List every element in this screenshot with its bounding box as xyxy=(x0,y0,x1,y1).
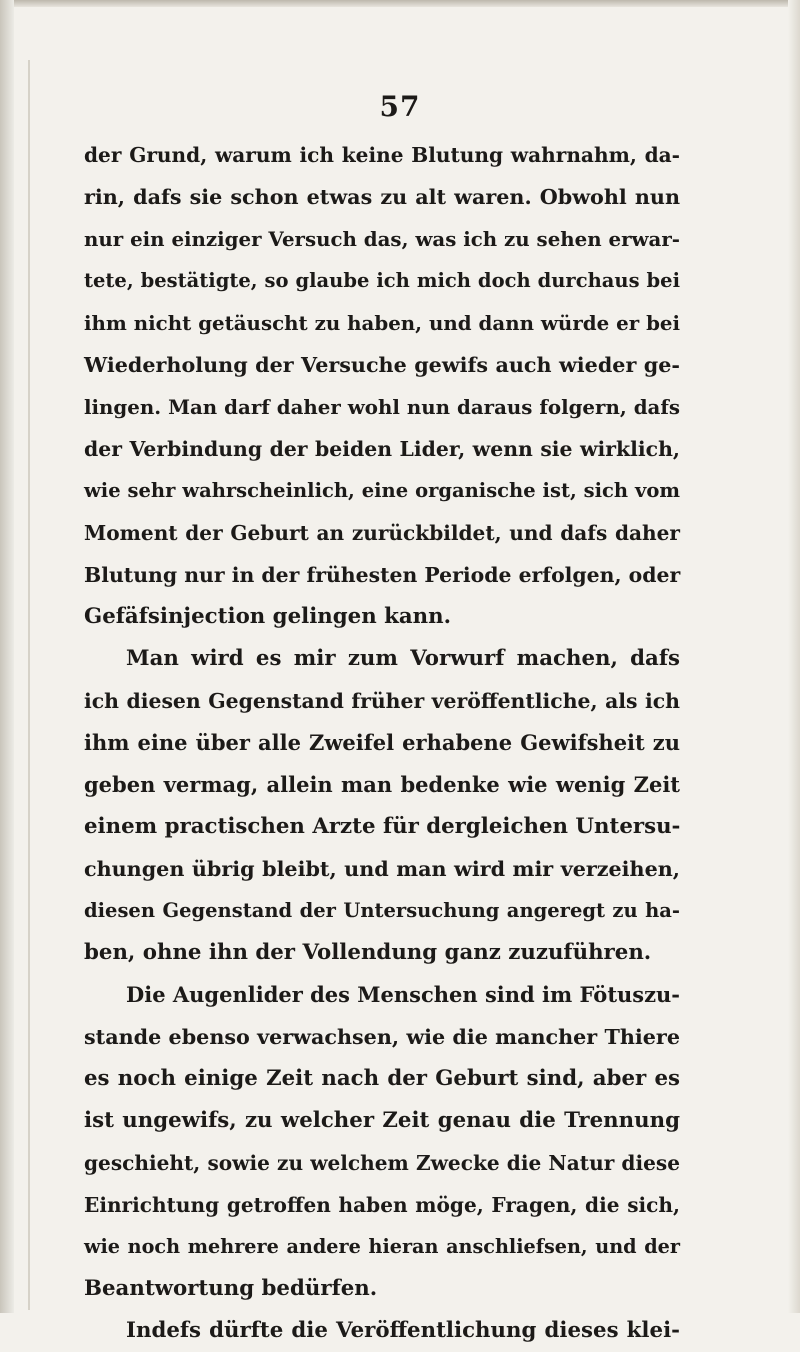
text-line: tete, bestätigte, so glaube ich mich doch durchaus bei xyxy=(84,269,680,292)
text-line: Moment der Geburt an zurückbildet, und dafs daher xyxy=(84,521,680,545)
text-line: lingen. Man darf daher wohl nun daraus folgern, dafs xyxy=(84,395,680,419)
text-line: Wiederholung der Versuche gewifs auch wieder ge- xyxy=(84,353,680,377)
text-line: nur ein einziger Versuch das, was ich zu sehen erwar- xyxy=(84,227,680,251)
text-line: ihm nicht getäuscht zu haben, und dann würde er bei xyxy=(84,311,680,335)
text-line: rin, dafs sie schon etwas zu alt waren. Obwohl nun xyxy=(84,185,680,209)
body-text xyxy=(84,134,680,1352)
text-line: ben, ohne ihn der Vollendung ganz zuzuführen. xyxy=(84,940,652,965)
text-line: Die Augenlider des Menschen sind im Fötuszu- xyxy=(126,982,681,1007)
text-line: einem practischen Arzte für dergleichen Untersu- xyxy=(84,814,681,839)
text-line: ist ungewifs, zu welcher Zeit genau die Trennung xyxy=(84,1108,680,1133)
text-line: ihm eine über alle Zweifel erhabene Gewifsheit zu xyxy=(84,730,680,755)
text-line: Indefs dürfte die Veröffentlichung dieses klei- xyxy=(126,1318,680,1343)
text-line: geschieht, sowie zu welchem Zwecke die Natur diese xyxy=(84,1151,680,1175)
text-line: ich diesen Gegenstand früher veröffentliche, als ich xyxy=(84,689,680,713)
binding-line xyxy=(28,60,30,1310)
text-line: stande ebenso verwachsen, wie die mancher Thiere xyxy=(84,1025,680,1049)
text-line: Gefäfsinjection gelingen kann. xyxy=(84,604,452,629)
page-number: 57 xyxy=(379,90,421,123)
text-line: wie noch mehrere andere hieran anschliefsen, und der xyxy=(84,1235,680,1258)
text-line: chungen übrig bleibt, und man wird mir verzeihen, xyxy=(84,857,680,881)
text-line: geben vermag, allein man bedenke wie wenig Zeit xyxy=(84,772,680,797)
text-line: es noch einige Zeit nach der Geburt sind, aber es xyxy=(84,1066,680,1091)
text-line: der Grund, warum ich keine Blutung wahrnahm, da- xyxy=(84,143,680,167)
text-line: Beantwortung bedürfen. xyxy=(84,1276,378,1301)
text-line: der Verbindung der beiden Lider, wenn sie wirklich, xyxy=(84,437,680,461)
scan-edge-left xyxy=(0,0,14,1313)
scan-edge-top xyxy=(0,0,800,7)
text-line: wie sehr wahrscheinlich, eine organische ist, sich vom xyxy=(84,479,680,502)
scan-edge-right xyxy=(788,0,800,1313)
text-line: Blutung nur in der frühesten Periode erfolgen, oder xyxy=(84,563,681,587)
text-line: Einrichtung getroffen haben möge, Fragen, die sich, xyxy=(84,1193,680,1217)
text-line: Man wird es mir zum Vorwurf machen, dafs xyxy=(126,646,680,671)
text-line: diesen Gegenstand der Untersuchung angeregt zu ha- xyxy=(84,899,680,922)
